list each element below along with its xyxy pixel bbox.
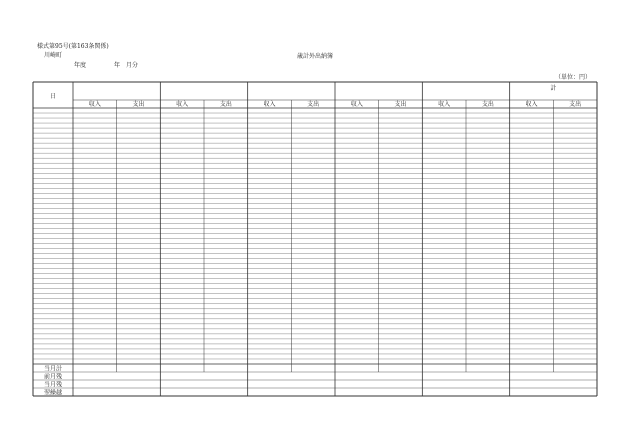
footer-row-label: 前月残 — [43, 373, 63, 381]
fiscal-year-label: 年度 — [74, 62, 87, 69]
income-header: 収入 — [438, 101, 451, 108]
expense-header: 支出 — [481, 101, 494, 108]
town-name: 川崎町 — [44, 52, 63, 59]
month-label: 年 月分 — [114, 62, 139, 69]
unit-label: （単位：円） — [555, 74, 592, 81]
income-header: 収入 — [350, 101, 363, 108]
expense-header: 支出 — [307, 101, 320, 108]
income-header: 収入 — [88, 101, 101, 108]
expense-header: 支出 — [219, 101, 232, 108]
ledger-grid — [33, 82, 597, 396]
footer-row-label: 当月残 — [43, 381, 63, 389]
income-header: 収入 — [176, 101, 189, 108]
income-header: 収入 — [263, 101, 276, 108]
expense-header: 支出 — [394, 101, 407, 108]
form-number: 様式第95号(第163条関係) — [37, 43, 109, 50]
expense-header: 支出 — [569, 101, 582, 108]
expense-header: 支出 — [132, 101, 145, 108]
footer-row-label: 翌繰越 — [43, 389, 63, 397]
income-header: 収入 — [525, 101, 538, 108]
footer-row-label: 当月計 — [43, 365, 63, 373]
day-header: 日 — [49, 93, 57, 100]
total-group-header: 計 — [550, 85, 557, 92]
ledger-table — [33, 82, 597, 396]
document-title: 歳計外出納簿 — [297, 53, 334, 60]
